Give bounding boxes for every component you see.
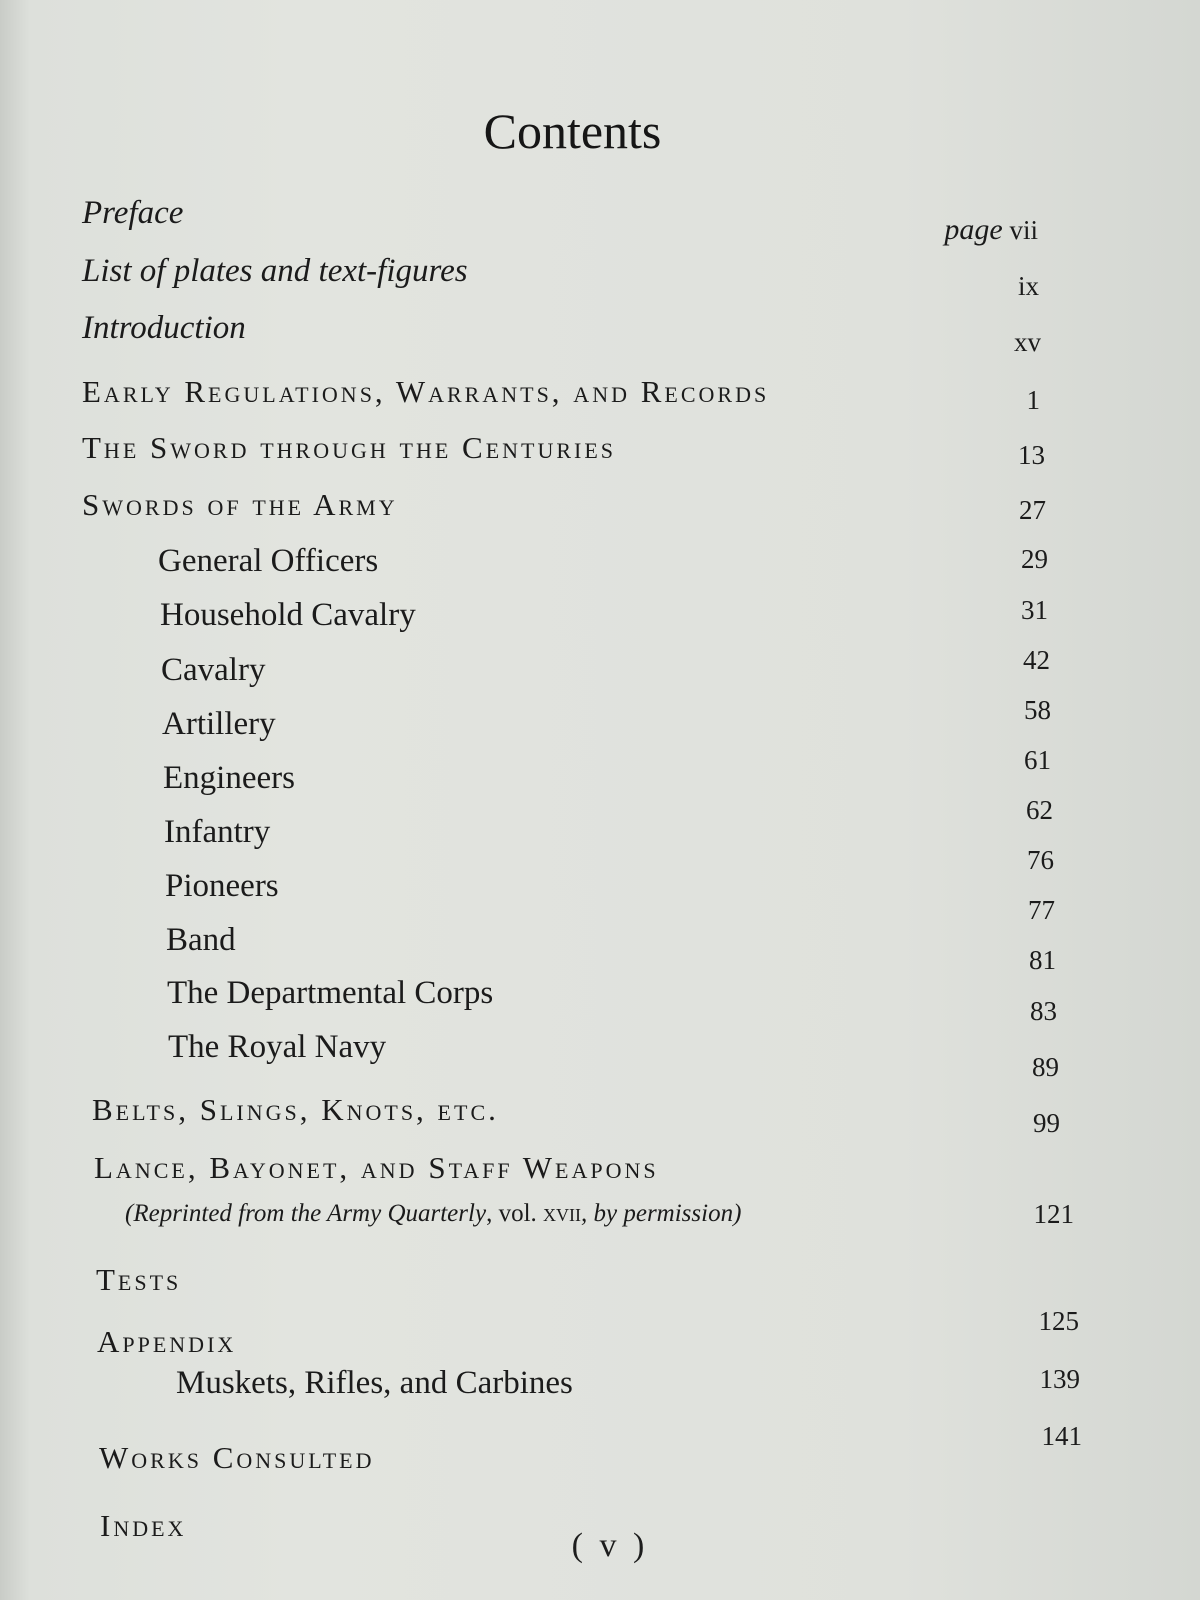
page-number-departmental-corps: 81	[1029, 945, 1056, 975]
page-number-belts-slings: 89	[1032, 1052, 1059, 1082]
toc-subentry-pioneers: Pioneers	[165, 868, 279, 904]
toc-subentry-departmental-corps: The Departmental Corps	[167, 975, 494, 1011]
page-number-swords-of-the-army: 27	[1019, 495, 1046, 525]
toc-entry-works-consulted: Works Consulted	[99, 1440, 375, 1475]
page-number-tests: 121	[1033, 1199, 1074, 1229]
toc-entry-belts-slings: Belts, Slings, Knots, etc.	[92, 1092, 499, 1127]
toc-subentry-royal-navy: The Royal Navy	[168, 1029, 387, 1065]
toc-entry-index: Index	[100, 1508, 187, 1543]
page-word: page	[944, 213, 1003, 246]
page-number-sword-through-centuries: 13	[1018, 440, 1045, 470]
page-title: Contents	[483, 103, 662, 159]
toc-subentry-infantry: Infantry	[164, 814, 271, 850]
page-number-introduction: xv	[1014, 327, 1041, 357]
page-number-infantry: 62	[1026, 795, 1053, 825]
toc-subentry-band: Band	[166, 922, 236, 958]
note-open-paren: (	[125, 1200, 134, 1227]
toc-entry-lance-bayonet: Lance, Bayonet, and Staff Weapons	[94, 1150, 659, 1185]
toc-subentry-artillery: Artillery	[162, 706, 276, 742]
page-number-general-officers: 29	[1021, 544, 1048, 574]
note-vol: , vol.	[486, 1200, 544, 1227]
note-source: Reprinted from the Army Quarterly	[133, 1200, 487, 1227]
toc-subentry-muskets-rifles: Muskets, Rifles, and Carbines	[176, 1365, 573, 1401]
page-number-engineers: 61	[1024, 745, 1051, 775]
page-number-artillery: 58	[1024, 695, 1051, 725]
toc-entry-reprint-note	[125, 1200, 741, 1228]
page-number-royal-navy: 83	[1030, 996, 1057, 1026]
note-volume-number: xvii	[543, 1200, 582, 1227]
toc-subentry-general-officers: General Officers	[158, 543, 379, 579]
toc-subentry-engineers: Engineers	[163, 760, 295, 796]
page-number-cavalry: 42	[1023, 645, 1050, 675]
page-number-list-of-plates: ix	[1017, 271, 1039, 301]
page-number-band: 77	[1028, 895, 1055, 925]
toc-entry-tests: Tests	[96, 1262, 182, 1297]
page-number-muskets-rifles: 139	[1039, 1364, 1080, 1394]
toc-entry-sword-through-centuries: The Sword through the Centuries	[82, 430, 617, 465]
note-close-paren: )	[733, 1200, 742, 1227]
page-number-appendix: 125	[1038, 1306, 1079, 1336]
note-permission: , by permission	[581, 1200, 734, 1227]
page-number-household-cavalry: 31	[1021, 595, 1048, 625]
toc-subentry-cavalry: Cavalry	[161, 652, 266, 688]
toc-entry-introduction: Introduction	[82, 310, 246, 346]
toc-entry-appendix: Appendix	[97, 1324, 237, 1359]
toc-entry-swords-of-the-army: Swords of the Army	[82, 487, 398, 522]
folio: ( v )	[571, 1527, 649, 1564]
toc-subentry-household-cavalry: Household Cavalry	[160, 597, 416, 633]
page-number-preface: page vii	[944, 213, 1038, 246]
page-number-early-regulations: 1	[1026, 385, 1040, 415]
page-number-pioneers: 76	[1027, 845, 1054, 875]
toc-entry-preface: Preface	[82, 195, 184, 231]
toc-entry-early-regulations: Early Regulations, Warrants, and Records	[82, 374, 770, 409]
page-number-works-consulted: 141	[1041, 1421, 1082, 1451]
toc-entry-list-of-plates: List of plates and text-figures	[82, 253, 468, 289]
page-number-lance-bayonet: 99	[1033, 1108, 1060, 1138]
